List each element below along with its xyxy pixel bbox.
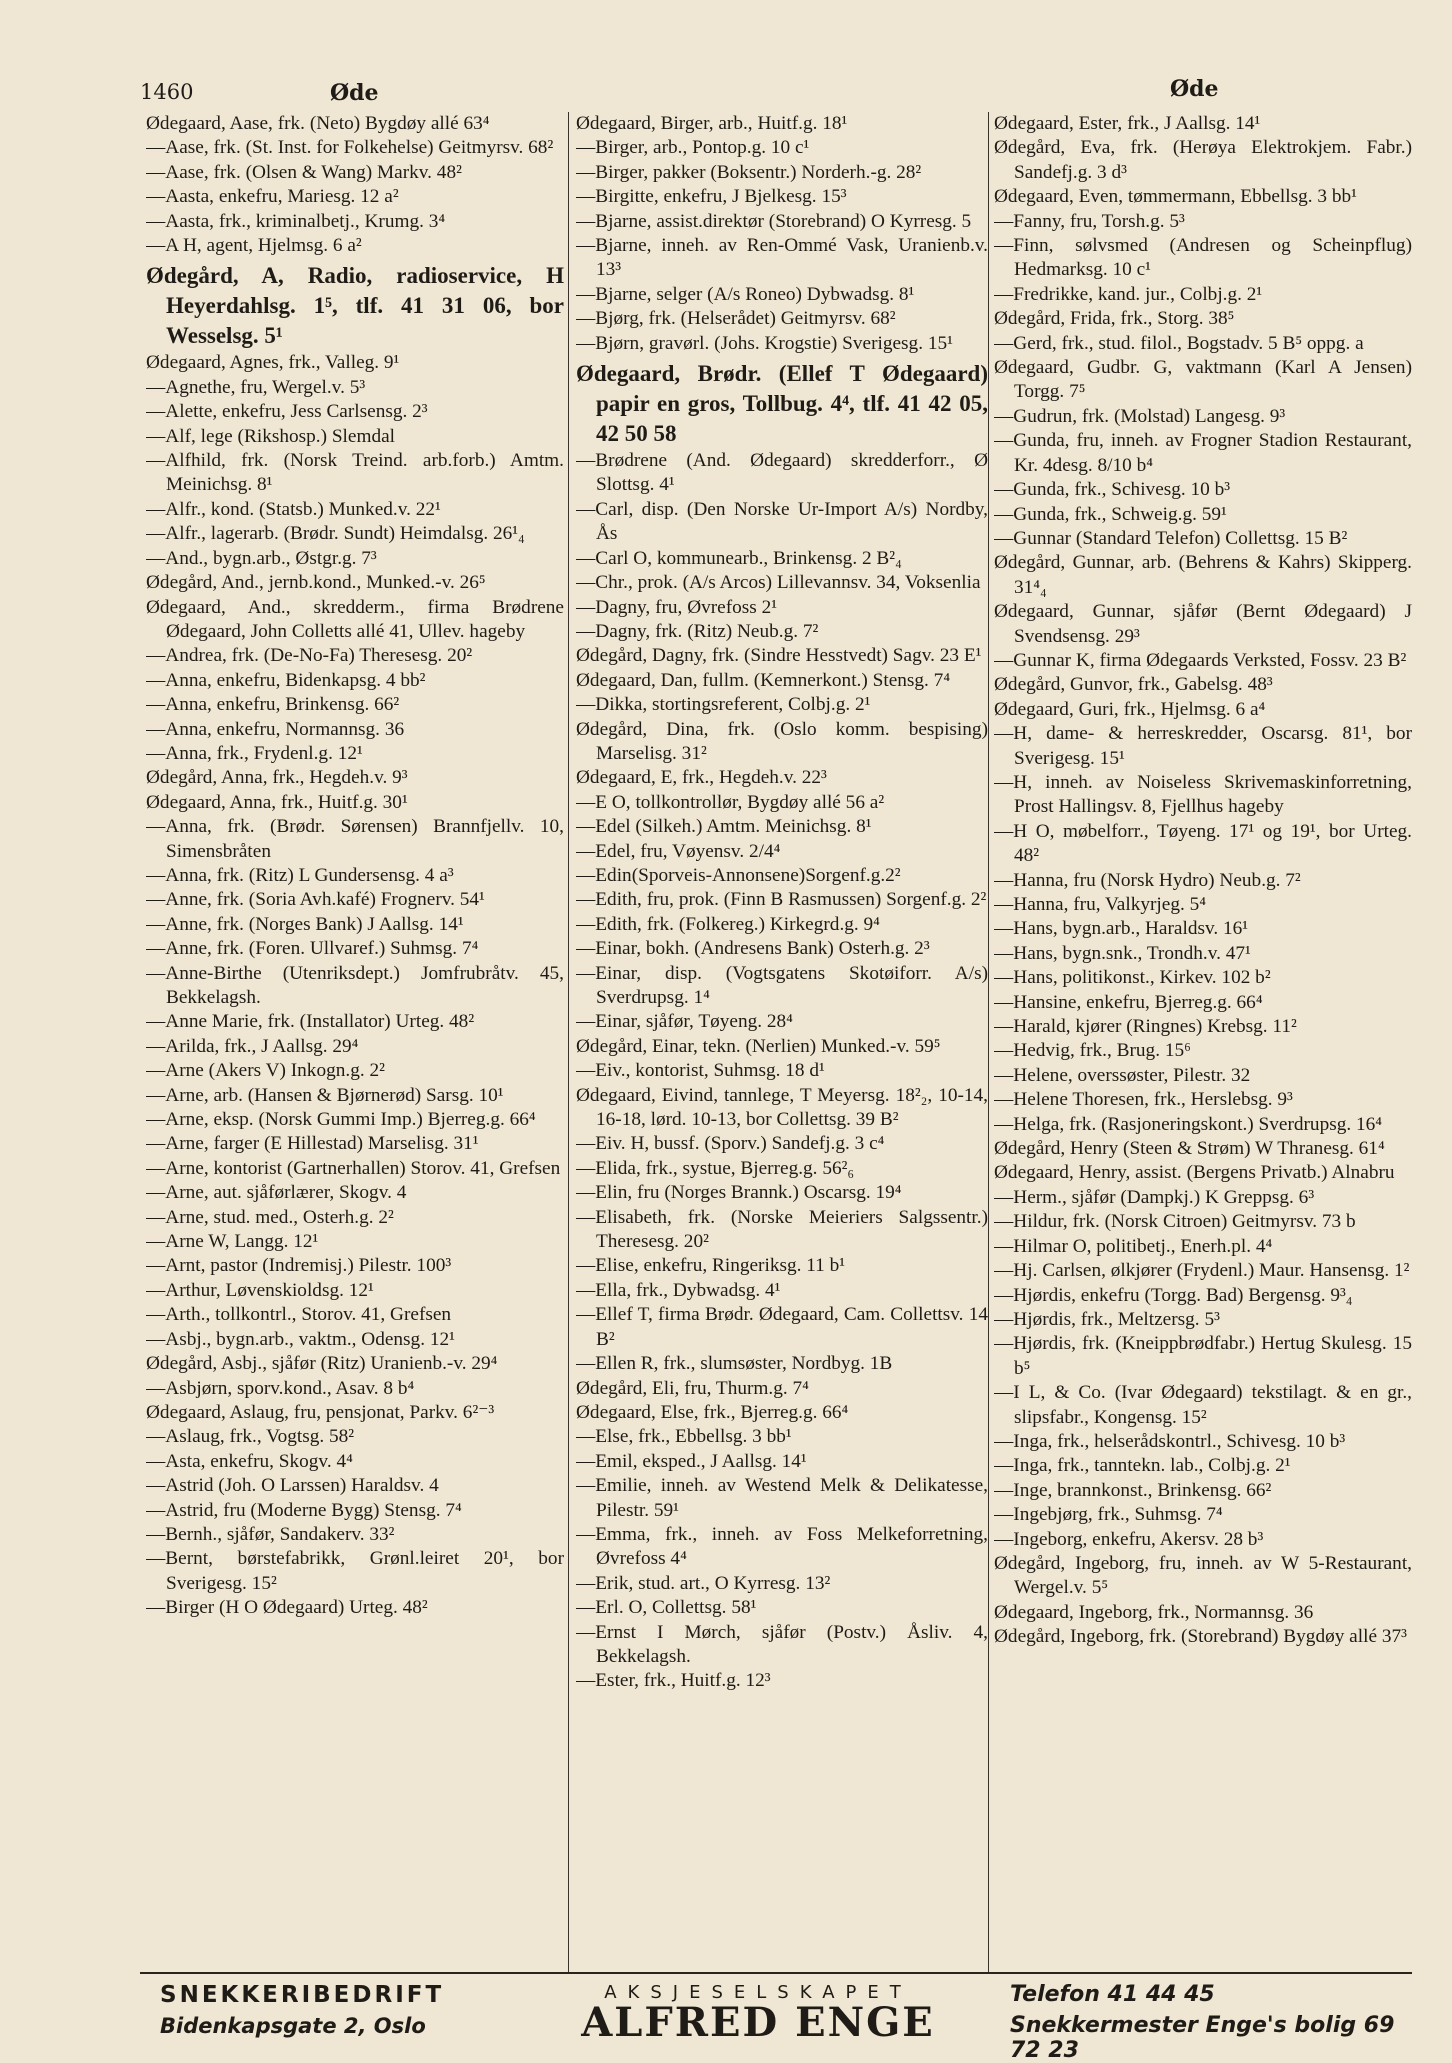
advert-company-name: ALFRED ENGE — [581, 1999, 935, 2046]
directory-entry: —Arne, aut. sjåførlærer, Skogv. 4 — [146, 1182, 407, 1204]
directory-entry: —Anne, frk. (Foren. Ullvaref.) Suhmsg. 7⁴ — [146, 938, 479, 960]
directory-entry: —Gudrun, frk. (Molstad) Langesg. 9³ — [994, 405, 1286, 427]
directory-entry: Ødegård, Asbj., sjåfør (Ritz) Uranienb.-v. 29⁴ — [146, 1353, 498, 1375]
directory-entry: —Anne-Birthe (Utenriksdept.) Jomfrubråtv. 45, Bekkelagsh. — [146, 962, 564, 1008]
directory-entry: Ødegaard, Eivind, tannlege, T Meyersg. 18²₂, 10-14, 16-18, lørd. 10-13, bor Collettsg. 39 B² — [576, 1084, 988, 1131]
directory-entry: —Arne W, Langg. 12¹ — [146, 1231, 319, 1253]
directory-entry: Ødegård, Einar, tekn. (Nerlien) Munked.-v. 59⁵ — [576, 1035, 941, 1057]
directory-entry: —Dagny, frk. (Ritz) Neub.g. 7² — [576, 620, 819, 642]
directory-entry: —Arnt, pastor (Indremisj.) Pilestr. 100³ — [146, 1255, 452, 1277]
directory-entry: —Elisabeth, frk. (Norske Meieriers Salgssentr.) Theresesg. 20² — [576, 1206, 988, 1253]
advert-joinery-title: SNEKKERIBEDRIFT — [160, 1982, 445, 2008]
directory-entry: —Helga, frk. (Rasjoneringskont.) Sverdrupsg. 16⁴ — [994, 1113, 1382, 1135]
directory-entry: —Aasta, frk., kriminalbetj., Krumg. 3⁴ — [146, 210, 446, 232]
directory-entry: —Carl O, kommunearb., Brinkensg. 2 B²₄ — [576, 547, 902, 569]
directory-entry: —Birger, pakker (Boksentr.) Norderh.-g. 28² — [576, 161, 922, 183]
directory-entry: —Ester, frk., Huitf.g. 12³ — [576, 1670, 771, 1692]
directory-entry: —Astrid (Joh. O Larssen) Haraldsv. 4 — [146, 1475, 439, 1497]
directory-entry: —Hanna, fru, Valkyrjeg. 5⁴ — [994, 894, 1206, 915]
directory-entry: Ødegaard, Ingeborg, frk., Normannsg. 36 — [994, 1601, 1314, 1623]
page-number: 1460 — [140, 80, 194, 104]
directory-entry: —Arilda, frk., J Aallsg. 29⁴ — [146, 1035, 359, 1057]
directory-entry: —Alette, enkefru, Jess Carlsensg. 2³ — [146, 401, 428, 423]
directory-entry: —Hjørdis, enkefru (Torgg. Bad) Bergensg. 9³₄ — [994, 1284, 1353, 1306]
directory-entry: Ødegaard, Else, frk., Bjerreg.g. 66⁴ — [576, 1401, 849, 1423]
directory-entry: —Asbjørn, sporv.kond., Asav. 8 b⁴ — [146, 1377, 415, 1399]
directory-entry: —Aase, frk. (Olsen & Wang) Markv. 48² — [146, 161, 462, 183]
column-divider — [988, 112, 989, 1972]
directory-entry: —Hans, bygn.arb., Haraldsv. 16¹ — [994, 918, 1249, 940]
directory-entry: —Anna, enkefru, Brinkensg. 66² — [146, 694, 400, 716]
directory-entry: —Arne, stud. med., Osterh.g. 2² — [146, 1206, 394, 1228]
directory-entry: Ødegaard, Agnes, frk., Valleg. 9¹ — [146, 352, 400, 374]
directory-entry: —Einar, bokh. (Andresens Bank) Osterh.g. 2³ — [576, 938, 930, 960]
directory-entry: —Asbj., bygn.arb., vaktm., Odensg. 12¹ — [146, 1328, 455, 1350]
directory-entry: —Alfr., kond. (Statsb.) Munked.v. 22¹ — [146, 498, 441, 520]
directory-entry: —Anna, frk., Frydenl.g. 12¹ — [146, 742, 363, 764]
directory-entry: Ødegård, Ingeborg, frk. (Storebrand) Bygdøy allé 37³ — [994, 1626, 1407, 1648]
directory-entry: Ødegård, Anna, frk., Hegdeh.v. 9³ — [146, 767, 408, 789]
directory-entry: Ødegård, Ingeborg, fru, inneh. av W 5-Restaurant, Wergel.v. 5⁵ — [994, 1552, 1412, 1599]
directory-entry: —Inge, brannkonst., Brinkensg. 66² — [994, 1479, 1272, 1501]
directory-entry: —Bernh., sjåfør, Sandakerv. 33² — [146, 1523, 395, 1545]
directory-entry: —Anna, frk. (Brødr. Sørensen) Brannfjellv. 10, Simensbråten — [146, 816, 564, 862]
directory-column-2 — [576, 112, 988, 1972]
directory-entry: —Astrid, fru (Moderne Bygg) Stensg. 7⁴ — [146, 1499, 462, 1521]
directory-entry: —Ingeborg, enkefru, Akersv. 28 b³ — [994, 1528, 1264, 1550]
directory-entry: —Alfr., lagerarb. (Brødr. Sundt) Heimdalsg. 26¹₄ — [146, 523, 525, 545]
directory-entry: —Hj. Carlsen, ølkjører (Frydenl.) Maur. Hansensg. 1² — [994, 1260, 1410, 1282]
directory-entry: —Bjarne, inneh. av Ren-Ommé Vask, Uranienb.v. 13³ — [576, 235, 988, 281]
advert-phone-home: Snekkermester Enge's bolig 69 72 23 — [1010, 2013, 1395, 2063]
directory-entry: —Elida, frk., systue, Bjerreg.g. 56²₆ — [576, 1157, 855, 1179]
running-head-left: Øde — [330, 80, 379, 106]
advert-company-type: AKSJESELSKAPET — [604, 1982, 912, 2003]
directory-entry: —Herm., sjåfør (Dampkj.) K Greppsg. 6³ — [994, 1186, 1315, 1208]
directory-entry: Ødegaard, Brødr. (Ellef T Ødegaard) papir en gros, Tollbug. 4⁴, tlf. 41 42 05, 42 50 58 — [576, 361, 988, 447]
directory-entry: Ødegård, And., jernb.kond., Munked.-v. 26⁵ — [146, 572, 486, 594]
directory-entry: —Inga, frk., helserådskontrl., Schivesg. 10 b³ — [994, 1430, 1346, 1452]
directory-entry: —Eiv. H, bussf. (Sporv.) Sandefj.g. 3 c⁴ — [576, 1133, 885, 1155]
directory-entry: Ødegaard, Henry, assist. (Bergens Privatb.) Alnabru — [994, 1162, 1395, 1184]
directory-entry: —Hanna, fru (Norsk Hydro) Neub.g. 7² — [994, 869, 1301, 891]
directory-entry: —Andrea, frk. (De-No-Fa) Theresesg. 20² — [146, 645, 473, 667]
directory-entry: —Finn, sølvsmed (Andresen og Scheinpflug) Hedmarksg. 10 c¹ — [994, 235, 1412, 281]
directory-entry: —Arne, arb. (Hansen & Bjørnerød) Sarsg. 10¹ — [146, 1084, 504, 1106]
directory-entry: —Edith, frk. (Folkereg.) Kirkegrd.g. 9⁴ — [576, 913, 880, 935]
directory-entry: —Gunnar K, firma Ødegaards Verksted, Fossv. 23 B² — [994, 649, 1407, 671]
directory-entry: —Gunda, frk., Schweig.g. 59¹ — [994, 503, 1227, 525]
directory-entry: —Hjørdis, frk., Meltzersg. 5³ — [994, 1308, 1220, 1330]
directory-entry: —Arthur, Løvenskioldsg. 12¹ — [146, 1279, 374, 1301]
directory-entry: —Erl. O, Collettsg. 58¹ — [576, 1597, 757, 1619]
directory-entry: —Birgitte, enkefru, J Bjelkesg. 15³ — [576, 186, 847, 208]
directory-entry: —Elise, enkefru, Ringeriksg. 11 b¹ — [576, 1255, 846, 1277]
directory-entry: —Fanny, fru, Torsh.g. 5³ — [994, 210, 1185, 232]
directory-entry: Ødegaard, Even, tømmermann, Ebbellsg. 3 bb¹ — [994, 186, 1357, 208]
directory-entry: —Bjarne, assist.direktør (Storebrand) O Kyrresg. 5 — [576, 210, 972, 232]
directory-entry: —Bjørg, frk. (Helserådet) Geitmyrsv. 68² — [576, 308, 896, 330]
directory-entry: Ødegård, Gunnar, arb. (Behrens & Kahrs) Skipperg. 31⁴₄ — [994, 552, 1412, 598]
directory-entry: Ødegård, A, Radio, radioservice, H Heyerdahlsg. 1⁵, tlf. 41 31 06, bor Wesselsg. 5¹ — [146, 263, 564, 349]
directory-entry: —Hjørdis, frk. (Kneippbrødfabr.) Hertug Skulesg. 15 b⁵ — [994, 1333, 1412, 1379]
directory-entry: —Arth., tollkontrl., Storov. 41, Grefsen — [146, 1304, 452, 1326]
directory-entry: —Hilmar O, politibetj., Enerh.pl. 4⁴ — [994, 1235, 1273, 1257]
directory-entry: Ødegaard, And., skredderm., firma Brødrene Ødegaard, John Colletts allé 41, Ullev. hageby — [146, 596, 564, 642]
directory-entry: —Ellef T, firma Brødr. Ødegaard, Cam. Collettsv. 14 B² — [576, 1304, 988, 1350]
directory-entry: —Bjørn, gravørl. (Johs. Krogstie) Sverigesg. 15¹ — [576, 332, 953, 354]
directory-entry: Ødegaard, Aslaug, fru, pensjonat, Parkv. 6²⁻³ — [146, 1401, 495, 1423]
directory-entry: —Emilie, inneh. av Westend Melk & Delikatesse, Pilestr. 59¹ — [576, 1475, 988, 1521]
directory-entry: Ødegaard, Ester, frk., J Aallsg. 14¹ — [994, 113, 1261, 134]
directory-entry: —Ellen R, frk., slumsøster, Nordbyg. 1B — [576, 1353, 893, 1375]
directory-entry: —Dagny, fru, Øvrefoss 2¹ — [576, 596, 778, 618]
directory-entry: Ødegård, Dagny, frk. (Sindre Hesstvedt) Sagv. 23 E¹ — [576, 645, 982, 667]
directory-entry: —Anne, frk. (Norges Bank) J Aallsg. 14¹ — [146, 913, 464, 935]
directory-entry: —Hansine, enkefru, Bjerreg.g. 66⁴ — [994, 991, 1263, 1013]
directory-entry: —Eiv., kontorist, Suhmsg. 18 d¹ — [576, 1060, 825, 1082]
advert-phone — [1010, 1982, 1410, 2063]
directory-entry: —Hedvig, frk., Brug. 15⁶ — [994, 1040, 1191, 1062]
directory-entry: —Inga, frk., tanntekn. lab., Colbj.g. 2¹ — [994, 1455, 1291, 1477]
directory-entry: —Aase, frk. (St. Inst. for Folkehelse) Geitmyrsv. 68² — [146, 137, 554, 159]
directory-entry: —Hans, politikonst., Kirkev. 102 b² — [994, 967, 1271, 989]
directory-entry: —Ingebjørg, frk., Suhmsg. 7⁴ — [994, 1504, 1223, 1526]
directory-entry: —And., bygn.arb., Østgr.g. 7³ — [146, 547, 377, 569]
advert-phone-main: Telefon 41 44 45 — [1010, 1982, 1215, 2007]
directory-entry: Ødegård, Henry (Steen & Strøm) W Thranesg. 61⁴ — [994, 1138, 1385, 1160]
advert-company — [548, 1982, 968, 2046]
directory-entry: —Bernt, børstefabrikk, Grønl.leiret 20¹, bor Sverigesg. 15² — [146, 1548, 564, 1594]
directory-entry: —Anna, enkefru, Bidenkapsg. 4 bb² — [146, 669, 426, 691]
directory-entry: Ødegaard, E, frk., Hegdeh.v. 22³ — [576, 767, 827, 789]
directory-entry: —Gunnar (Standard Telefon) Collettsg. 15 B² — [994, 527, 1348, 549]
directory-entry: Ødegaard, Gunnar, sjåfør (Bernt Ødegaard) J Svendsensg. 29³ — [994, 601, 1412, 647]
directory-entry: Ødegård, Eva, frk. (Herøya Elektrokjem. Fabr.) Sandefj.g. 3 d³ — [994, 137, 1412, 183]
directory-entry: —Alfhild, frk. (Norsk Treind. arb.forb.) Amtm. Meinichsg. 8¹ — [146, 450, 564, 496]
directory-entry: Ødegård, Frida, frk., Storg. 38⁵ — [994, 308, 1235, 330]
directory-entry: —Hans, bygn.snk., Trondh.v. 47¹ — [994, 942, 1251, 964]
directory-entry: —Emma, frk., inneh. av Foss Melkeforretning, Øvrefoss 4⁴ — [576, 1523, 988, 1570]
directory-entry: —Edel, fru, Vøyensv. 2/4⁴ — [576, 840, 781, 862]
directory-entry: —Hildur, frk. (Norsk Citroen) Geitmyrsv. 73 b — [994, 1211, 1356, 1233]
directory-entry: —Erik, stud. art., O Kyrresg. 13² — [576, 1572, 831, 1594]
directory-entry: —Harald, kjører (Ringnes) Krebsg. 11² — [994, 1016, 1297, 1038]
directory-entry: —Emil, eksped., J Aallsg. 14¹ — [576, 1450, 807, 1472]
directory-entry: —Brødrene (And. Ødegaard) skredderforr., Ø Slottsg. 4¹ — [576, 450, 988, 496]
directory-entry: —Elin, fru (Norges Brannk.) Oscarsg. 19⁴ — [576, 1182, 902, 1204]
directory-entry: Ødegaard, Guri, frk., Hjelmsg. 6 a⁴ — [994, 698, 1266, 720]
directory-entry: —Anna, enkefru, Normannsg. 36 — [146, 718, 405, 740]
directory-entry: —Fredrikke, kand. jur., Colbj.g. 2¹ — [994, 283, 1263, 305]
directory-entry: —Helene Thoresen, frk., Herslebsg. 9³ — [994, 1089, 1293, 1111]
directory-entry: —Ella, frk., Dybwadsg. 4¹ — [576, 1279, 781, 1301]
directory-entry: —Einar, sjåfør, Tøyeng. 28⁴ — [576, 1011, 793, 1033]
directory-entry: —Chr., prok. (A/s Arcos) Lillevannsv. 34, Voksenlia — [576, 572, 981, 594]
directory-entry: —Anna, frk. (Ritz) L Gundersensg. 4 a³ — [146, 864, 454, 886]
directory-entry: —Helene, overssøster, Pilestr. 32 — [994, 1064, 1251, 1086]
directory-entry: —Edel (Silkeh.) Amtm. Meinichsg. 8¹ — [576, 816, 872, 838]
directory-entry: Ødegaard, Birger, arb., Huitf.g. 18¹ — [576, 113, 848, 134]
directory-entry: —Agnethe, fru, Wergel.v. 5³ — [146, 376, 366, 398]
directory-entry: —H, dame- & herreskredder, Oscarsg. 81¹, bor Sverigesg. 15¹ — [994, 723, 1412, 769]
directory-entry: —Birger, arb., Pontop.g. 10 c¹ — [576, 137, 810, 159]
directory-entry: —Anne, frk. (Soria Avh.kafé) Frognerv. 54¹ — [146, 889, 485, 911]
directory-entry: —Gerd, frk., stud. filol., Bogstadv. 5 B⁵ oppg. a — [994, 332, 1364, 354]
directory-entry: —Edin(Sporveis-Annonsene)Sorgenf.g.2² — [576, 864, 901, 886]
directory-entry: —Birger (H O Ødegaard) Urteg. 48² — [146, 1597, 428, 1619]
directory-entry: —Arne, eksp. (Norsk Gummi Imp.) Bjerreg.g. 66⁴ — [146, 1109, 536, 1131]
directory-entry: Ødegaard, Anna, frk., Huitf.g. 30¹ — [146, 791, 408, 813]
directory-entry: Ødegård, Dina, frk. (Oslo komm. bespising) Marselisg. 31² — [576, 718, 988, 764]
advert-joinery — [160, 1982, 520, 2042]
footer-rule — [140, 1972, 1412, 1974]
directory-entry: —I L, & Co. (Ivar Ødegaard) tekstilagt. & en gr., slipsfabr., Kongensg. 15² — [994, 1382, 1412, 1428]
directory-entry: Ødegård, Gunvor, frk., Gabelsg. 48³ — [994, 674, 1273, 696]
directory-entry: —H, inneh. av Noiseless Skrivemaskinforretning, Prost Hallingsv. 8, Fjellhus hageby — [994, 771, 1412, 818]
directory-entry: Ødegaard, Dan, fullm. (Kemnerkont.) Stensg. 7⁴ — [576, 669, 951, 691]
directory-entry: Ødegaard, Aase, frk. (Neto) Bygdøy allé 63⁴ — [146, 113, 490, 134]
directory-entry: —A H, agent, Hjelmsg. 6 a² — [146, 235, 362, 257]
directory-entry: —Dikka, stortingsreferent, Colbj.g. 2¹ — [576, 694, 871, 716]
directory-entry: —Ernst I Mørch, sjåfør (Postv.) Åsliv. 4, Bekkelagsh. — [576, 1621, 988, 1667]
directory-entry: —Aslaug, frk., Vogtsg. 58² — [146, 1426, 355, 1448]
directory-entry: —Alf, lege (Rikshosp.) Slemdal — [146, 425, 396, 447]
advert-joinery-address: Bidenkapsgate 2, Oslo — [160, 2014, 426, 2038]
running-head-right: Øde — [1170, 76, 1219, 102]
directory-entry: —Edith, fru, prok. (Finn B Rasmussen) Sorgenf.g. 2² — [576, 889, 987, 911]
directory-column-3 — [994, 112, 1412, 1972]
column-divider — [568, 112, 569, 1972]
directory-entry: —Arne (Akers V) Inkogn.g. 2² — [146, 1060, 385, 1082]
directory-entry: —Aasta, enkefru, Mariesg. 12 a² — [146, 186, 399, 208]
directory-entry: Ødegaard, Gudbr. G, vaktmann (Karl A Jensen) Torgg. 7⁵ — [994, 357, 1412, 403]
directory-entry: —Carl, disp. (Den Norske Ur-Import A/s) Nordby, Ås — [576, 498, 988, 545]
directory-entry: —Gunda, frk., Schivesg. 10 b³ — [994, 479, 1231, 501]
directory-entry: —Else, frk., Ebbellsg. 3 bb¹ — [576, 1426, 792, 1448]
directory-entry: —Arne, farger (E Hillestad) Marselisg. 31¹ — [146, 1133, 479, 1155]
directory-entry: —Asta, enkefru, Skogv. 4⁴ — [146, 1450, 353, 1472]
directory-entry: —Arne, kontorist (Gartnerhallen) Storov. 41, Grefsen — [146, 1157, 561, 1179]
directory-entry: —Gunda, fru, inneh. av Frogner Stadion Restaurant, Kr. 4desg. 8/10 b⁴ — [994, 430, 1412, 476]
directory-column-1 — [146, 112, 564, 1972]
directory-entry: —Einar, disp. (Vogtsgatens Skotøiforr. A/s) Sverdrupsg. 1⁴ — [576, 962, 988, 1008]
directory-entry: —E O, tollkontrollør, Bygdøy allé 56 a² — [576, 791, 885, 813]
directory-entry: —Bjarne, selger (A/s Roneo) Dybwadsg. 8¹ — [576, 283, 915, 305]
directory-entry: —Anne Marie, frk. (Installator) Urteg. 48² — [146, 1011, 475, 1033]
directory-entry: —H O, møbelforr., Tøyeng. 17¹ og 19¹, bor Urteg. 48² — [994, 820, 1412, 867]
directory-entry: Ødegård, Eli, fru, Thurm.g. 7⁴ — [576, 1377, 809, 1399]
